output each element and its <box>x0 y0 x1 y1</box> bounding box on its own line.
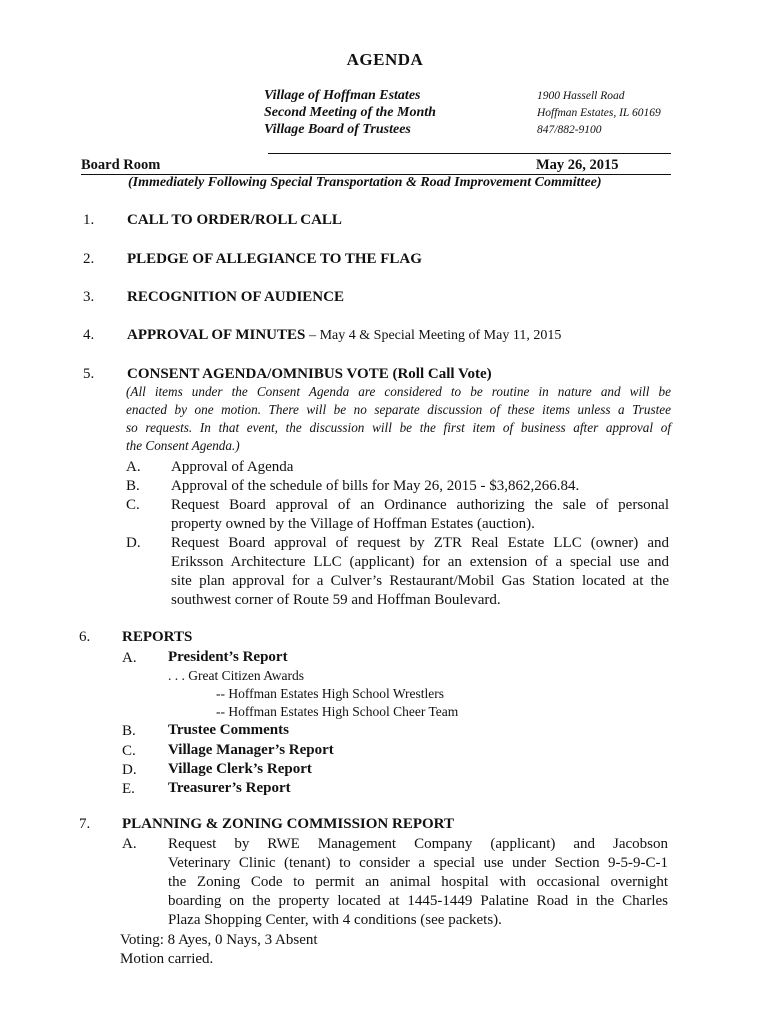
item-title-text: APPROVAL OF MINUTES <box>127 327 306 343</box>
consent-note-line: enacted by one motion. There will be no separate discussion of these items unless a Trustee <box>126 402 671 417</box>
board-name: Village Board of Trustees <box>264 122 411 137</box>
item-number: 7. <box>79 816 91 832</box>
report-label: President’s Report <box>168 649 288 665</box>
subitem-text: Approval of the schedule of bills for May 26, 2015 - $3,862,266.84. <box>171 478 580 494</box>
consent-note-line: (All items under the Consent Agenda are considered to be routine in nature and will be <box>126 384 671 399</box>
header-rule <box>268 153 671 154</box>
minutes-detail: – May 4 & Special Meeting of May 11, 2015 <box>309 328 562 343</box>
motion-result: Motion carried. <box>120 951 214 967</box>
consent-note-line: the Consent Agenda.) <box>126 438 240 453</box>
consent-note-line: so requests. In that event, the discussion will be the first item of business after approval of <box>126 420 671 435</box>
subitem-line: Request by RWE Management Company (applicant) and Jacobson <box>168 836 668 852</box>
subitem-line: Plaza Shopping Center, with 4 conditions (see packets). <box>168 912 502 928</box>
item-title <box>127 327 561 344</box>
village-name: Village of Hoffman Estates <box>264 88 421 103</box>
subitem-line: property owned by the Village of Hoffman Estates (auction). <box>171 516 535 532</box>
subitem-letter: B. <box>122 723 136 739</box>
item-title: CALL TO ORDER/ROLL CALL <box>127 212 342 228</box>
subitem-line: the Zoning Code to permit an animal hospital with occasional overnight <box>168 874 668 890</box>
item-title: RECOGNITION OF AUDIENCE <box>127 289 344 305</box>
report-label: Village Manager’s Report <box>168 742 334 758</box>
subitem-line: Veterinary Clinic (tenant) to consider a special use under Section 9-5-9-C-1 <box>168 855 668 871</box>
meeting-location: Board Room <box>81 157 161 173</box>
item-number: 1. <box>83 212 95 228</box>
subitem-text <box>171 496 669 534</box>
subitem-text: Approval of Agenda <box>171 459 294 475</box>
subitem-line: Eriksson Architecture LLC (applicant) for an extension of a special use and <box>171 554 669 570</box>
item-number: 4. <box>83 327 95 343</box>
report-label: Village Clerk’s Report <box>168 761 312 777</box>
item-number: 2. <box>83 251 95 267</box>
meeting-subtitle: (Immediately Following Special Transportation & Road Improvement Committee) <box>128 175 602 190</box>
subitem-letter: D. <box>122 762 137 778</box>
address-city: Hoffman Estates, IL 60169 <box>537 107 661 119</box>
subitem-line: site plan approval for a Culver’s Restaurant/Mobil Gas Station located at the <box>171 573 669 589</box>
item-title: PLANNING & ZONING COMMISSION REPORT <box>122 816 454 832</box>
meeting-date: May 26, 2015 <box>536 157 619 173</box>
address-phone: 847/882-9100 <box>537 124 602 136</box>
subitem-letter: C. <box>122 743 136 759</box>
subitem-letter: B. <box>126 478 140 494</box>
subitem-letter: C. <box>126 497 140 513</box>
item-title: REPORTS <box>122 629 193 645</box>
item-number: 3. <box>83 289 95 305</box>
subitem-letter: A. <box>122 650 137 666</box>
item-title: CONSENT AGENDA/OMNIBUS VOTE (Roll Call Vote) <box>127 366 492 382</box>
subitem-text <box>168 835 668 930</box>
subitem-text <box>171 534 669 610</box>
award-item: -- Hoffman Estates High School Cheer Team <box>216 704 459 719</box>
consent-note <box>126 383 671 455</box>
subitem-letter: A. <box>122 836 137 852</box>
item-number: 6. <box>79 629 91 645</box>
subitem-letter: E. <box>122 781 135 797</box>
subitem-letter: D. <box>126 535 141 551</box>
report-label: Trustee Comments <box>168 722 289 738</box>
subitem-line: southwest corner of Route 59 and Hoffman Boulevard. <box>171 592 501 608</box>
award-item: -- Hoffman Estates High School Wrestlers <box>216 686 445 701</box>
address-street: 1900 Hassell Road <box>537 90 625 102</box>
subitem-line: Request Board approval of request by ZTR Real Estate LLC (owner) and <box>171 535 669 551</box>
awards-intro: . . . Great Citizen Awards <box>168 668 304 683</box>
subitem-line: boarding on the property located at 1445-1449 Palatine Road in the Charles <box>168 893 668 909</box>
item-number: 5. <box>83 366 95 382</box>
subitem-line: Request Board approval of an Ordinance authorizing the sale of personal <box>171 497 669 513</box>
meeting-name: Second Meeting of the Month <box>264 105 436 120</box>
item-title: PLEDGE OF ALLEGIANCE TO THE FLAG <box>127 251 422 267</box>
voting-result: Voting: 8 Ayes, 0 Nays, 3 Absent <box>120 932 318 948</box>
page-title: AGENDA <box>346 50 424 69</box>
report-label: Treasurer’s Report <box>168 780 291 796</box>
subitem-letter: A. <box>126 459 141 475</box>
